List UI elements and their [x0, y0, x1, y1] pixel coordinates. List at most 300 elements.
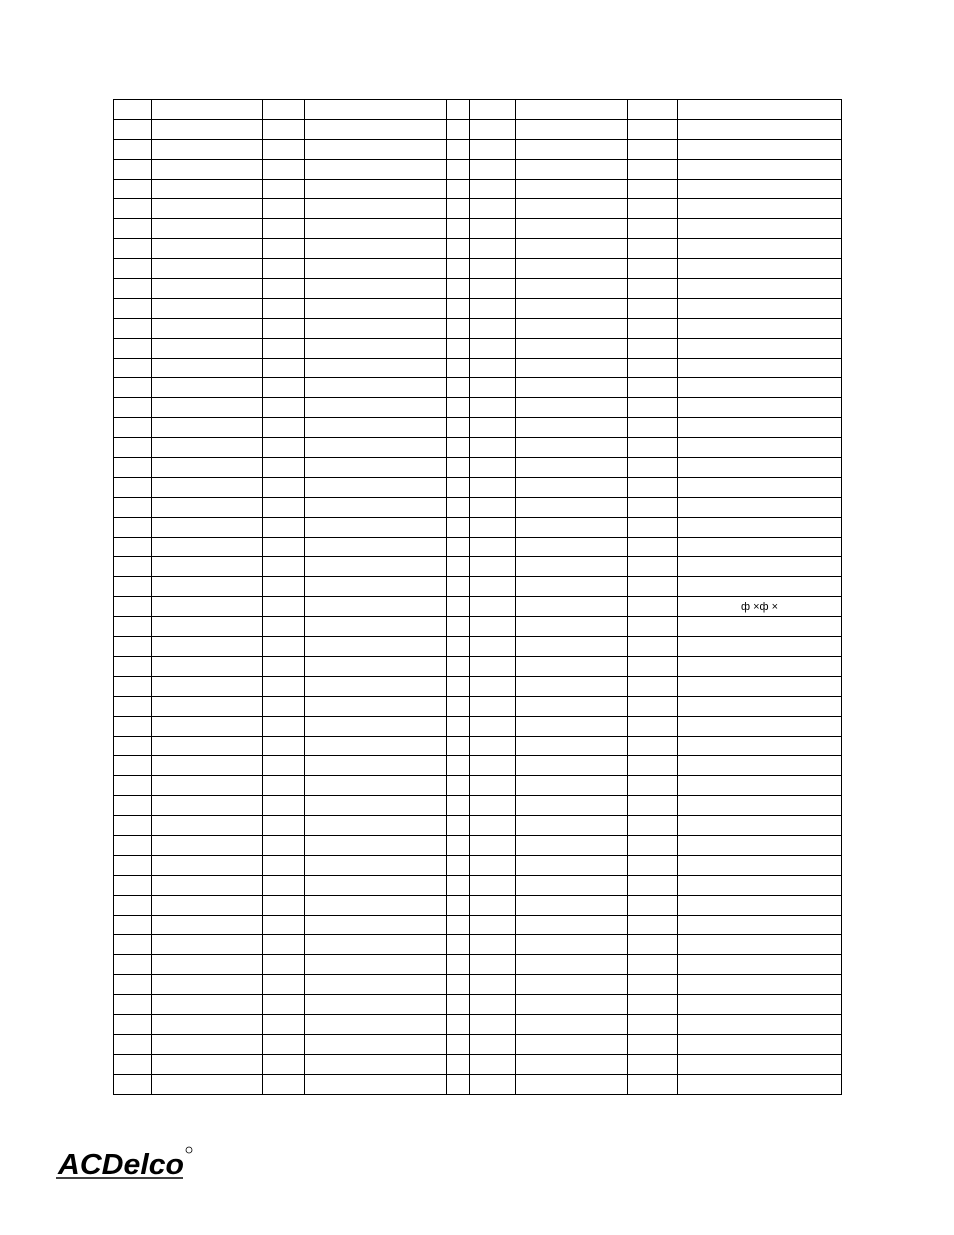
table-cell	[305, 716, 447, 736]
table-cell	[447, 458, 470, 478]
table-cell	[678, 736, 842, 756]
table-cell	[305, 259, 447, 279]
table-cell	[263, 398, 305, 418]
table-cell	[305, 517, 447, 537]
table-cell	[447, 418, 470, 438]
table-cell	[516, 537, 628, 557]
table-cell	[678, 298, 842, 318]
table-cell	[114, 497, 152, 517]
table-cell	[152, 358, 263, 378]
table-cell	[628, 1034, 678, 1054]
table-cell	[263, 637, 305, 657]
table-cell	[263, 1054, 305, 1074]
table-cell	[263, 378, 305, 398]
table-row	[114, 199, 842, 219]
table-cell	[114, 179, 152, 199]
table-cell	[305, 736, 447, 756]
table-cell	[678, 776, 842, 796]
table-cell	[470, 298, 516, 318]
table-row	[114, 835, 842, 855]
table-cell	[628, 279, 678, 299]
table-cell	[678, 219, 842, 239]
table-cell	[470, 517, 516, 537]
table-cell	[628, 1074, 678, 1094]
table-cell	[678, 975, 842, 995]
table-cell	[263, 676, 305, 696]
table-cell	[470, 696, 516, 716]
table-cell	[152, 517, 263, 537]
table-cell	[470, 279, 516, 299]
table-cell	[516, 557, 628, 577]
table-cell	[678, 656, 842, 676]
table-cell	[628, 895, 678, 915]
table-cell	[628, 477, 678, 497]
table-cell	[678, 716, 842, 736]
table-row	[114, 497, 842, 517]
table-cell	[516, 975, 628, 995]
table-cell	[447, 1054, 470, 1074]
table-cell	[263, 617, 305, 637]
table-cell	[114, 1054, 152, 1074]
table-cell	[470, 895, 516, 915]
table-cell	[516, 259, 628, 279]
table-cell	[263, 279, 305, 299]
table-cell	[114, 199, 152, 219]
table-cell	[305, 438, 447, 458]
table-row	[114, 696, 842, 716]
table-cell	[470, 776, 516, 796]
table-cell	[152, 179, 263, 199]
table-cell	[678, 119, 842, 139]
table-cell	[114, 159, 152, 179]
table-cell	[628, 637, 678, 657]
table-cell	[470, 855, 516, 875]
table-cell	[447, 239, 470, 259]
table-cell	[516, 318, 628, 338]
table-cell	[678, 855, 842, 875]
table-cell	[470, 816, 516, 836]
table-cell	[447, 756, 470, 776]
table-cell	[263, 955, 305, 975]
table-cell	[470, 637, 516, 657]
table-cell	[152, 279, 263, 299]
table-cell	[305, 418, 447, 438]
acdelco-logo	[55, 1145, 195, 1181]
table-cell	[628, 776, 678, 796]
table-cell	[263, 816, 305, 836]
table-cell	[516, 338, 628, 358]
table-cell	[628, 935, 678, 955]
table-cell	[447, 159, 470, 179]
table-cell	[305, 816, 447, 836]
table-cell	[678, 537, 842, 557]
table-cell	[447, 796, 470, 816]
table-row	[114, 517, 842, 537]
table-cell	[628, 676, 678, 696]
table-cell	[305, 1074, 447, 1094]
table-cell	[678, 835, 842, 855]
table-cell	[114, 656, 152, 676]
table-cell	[678, 338, 842, 358]
table-row	[114, 975, 842, 995]
table-cell	[516, 239, 628, 259]
table-cell	[516, 915, 628, 935]
table-cell	[305, 1014, 447, 1034]
table-cell	[678, 1054, 842, 1074]
table-row	[114, 1034, 842, 1054]
table-cell	[678, 816, 842, 836]
table-cell	[114, 637, 152, 657]
table-cell	[114, 1074, 152, 1094]
table-cell	[152, 298, 263, 318]
table-cell	[516, 597, 628, 617]
table-cell	[628, 378, 678, 398]
table-cell	[152, 776, 263, 796]
table-cell	[114, 1034, 152, 1054]
table-cell	[628, 497, 678, 517]
table-cell	[305, 855, 447, 875]
table-row	[114, 477, 842, 497]
table-cell	[516, 617, 628, 637]
table-cell	[628, 100, 678, 120]
table-cell	[628, 438, 678, 458]
table-cell	[678, 259, 842, 279]
table-cell	[470, 159, 516, 179]
table-cell	[678, 418, 842, 438]
logo-wordmark: ACDelco	[56, 1149, 184, 1181]
table-cell	[628, 239, 678, 259]
table-cell	[628, 338, 678, 358]
table-cell	[263, 557, 305, 577]
table-row	[114, 577, 842, 597]
table-cell	[678, 995, 842, 1015]
table-cell	[470, 577, 516, 597]
table-cell	[470, 1014, 516, 1034]
table-cell	[263, 776, 305, 796]
table-cell	[678, 915, 842, 935]
table-cell	[678, 637, 842, 657]
table-cell	[470, 915, 516, 935]
table-cell	[114, 577, 152, 597]
table-cell	[516, 637, 628, 657]
table-cell	[678, 239, 842, 259]
table-cell	[470, 1074, 516, 1094]
table-cell	[447, 259, 470, 279]
table-cell	[678, 935, 842, 955]
table-cell	[305, 199, 447, 219]
table-cell	[470, 955, 516, 975]
table-cell	[114, 398, 152, 418]
table-cell	[516, 875, 628, 895]
table-cell	[447, 975, 470, 995]
table-cell	[305, 139, 447, 159]
table-cell	[263, 497, 305, 517]
table-cell	[263, 298, 305, 318]
table-cell	[678, 279, 842, 299]
table-cell	[305, 1054, 447, 1074]
table-cell	[152, 1054, 263, 1074]
table-cell	[305, 955, 447, 975]
table-row	[114, 537, 842, 557]
table-cell	[305, 458, 447, 478]
table-cell	[516, 796, 628, 816]
table-cell	[628, 975, 678, 995]
table-cell	[114, 756, 152, 776]
table-cell	[263, 935, 305, 955]
table-cell	[152, 756, 263, 776]
table-row	[114, 398, 842, 418]
table-cell	[516, 656, 628, 676]
table-cell	[516, 477, 628, 497]
table-cell	[447, 338, 470, 358]
table-cell	[263, 1074, 305, 1094]
table-cell	[152, 1074, 263, 1094]
table-cell	[447, 835, 470, 855]
table-cell	[305, 239, 447, 259]
table-cell	[516, 696, 628, 716]
table-cell	[470, 219, 516, 239]
table-cell	[628, 318, 678, 338]
table-cell	[152, 318, 263, 338]
table-cell	[628, 537, 678, 557]
table-row	[114, 279, 842, 299]
table-cell	[678, 955, 842, 975]
table-cell	[516, 835, 628, 855]
table-cell	[470, 338, 516, 358]
table-cell	[152, 537, 263, 557]
table-cell	[470, 318, 516, 338]
table-cell	[470, 835, 516, 855]
table-cell	[305, 159, 447, 179]
table-cell	[152, 239, 263, 259]
table-row	[114, 597, 842, 617]
table-cell	[305, 537, 447, 557]
table-cell	[305, 298, 447, 318]
table-cell	[516, 577, 628, 597]
table-cell	[678, 179, 842, 199]
table-cell	[447, 955, 470, 975]
table-cell	[114, 955, 152, 975]
table-cell	[678, 318, 842, 338]
table-cell	[152, 895, 263, 915]
table-cell	[628, 597, 678, 617]
table-cell	[114, 139, 152, 159]
table-cell	[305, 378, 447, 398]
table-cell	[516, 418, 628, 438]
table-cell	[114, 517, 152, 537]
table-cell	[678, 796, 842, 816]
table-cell	[447, 557, 470, 577]
table-cell	[263, 736, 305, 756]
table-cell	[114, 617, 152, 637]
table-cell	[152, 199, 263, 219]
table-row	[114, 875, 842, 895]
table-cell	[305, 696, 447, 716]
table-cell	[263, 338, 305, 358]
table-cell	[470, 676, 516, 696]
table-cell	[516, 179, 628, 199]
table-cell	[447, 597, 470, 617]
table-cell	[114, 895, 152, 915]
table-cell	[305, 497, 447, 517]
table-cell	[447, 378, 470, 398]
table-cell	[628, 139, 678, 159]
table-cell	[263, 716, 305, 736]
table-cell	[516, 497, 628, 517]
table-cell	[305, 637, 447, 657]
table-cell	[152, 497, 263, 517]
table-cell	[628, 577, 678, 597]
table-cell	[263, 696, 305, 716]
table-cell	[678, 756, 842, 776]
table-cell	[678, 398, 842, 418]
table-cell	[305, 577, 447, 597]
table-cell	[447, 139, 470, 159]
table-row	[114, 358, 842, 378]
table-cell	[114, 239, 152, 259]
table-cell	[152, 119, 263, 139]
table-cell	[516, 776, 628, 796]
table-cell	[447, 398, 470, 418]
table-row	[114, 1054, 842, 1074]
table-cell	[628, 458, 678, 478]
table-cell	[152, 736, 263, 756]
table-cell	[628, 855, 678, 875]
table-cell	[152, 418, 263, 438]
table-row	[114, 139, 842, 159]
table-cell	[470, 1054, 516, 1074]
table-cell	[678, 676, 842, 696]
table-cell	[678, 199, 842, 219]
table-cell	[114, 259, 152, 279]
table-cell	[305, 119, 447, 139]
table-cell	[263, 458, 305, 478]
table-cell	[516, 279, 628, 299]
table-cell	[628, 557, 678, 577]
table-cell	[305, 338, 447, 358]
table-cell	[305, 358, 447, 378]
table-cell	[516, 816, 628, 836]
table-cell	[470, 358, 516, 378]
table-cell	[678, 1014, 842, 1034]
table-cell	[516, 378, 628, 398]
table-cell	[152, 995, 263, 1015]
table-cell	[447, 477, 470, 497]
table-cell	[263, 199, 305, 219]
table-cell	[305, 995, 447, 1015]
table-cell	[305, 219, 447, 239]
table-cell	[447, 219, 470, 239]
table-cell	[678, 497, 842, 517]
table-cell	[152, 975, 263, 995]
table-cell	[470, 239, 516, 259]
table-cell	[447, 279, 470, 299]
table-cell	[516, 756, 628, 776]
table-cell	[628, 418, 678, 438]
table-cell	[470, 537, 516, 557]
table-cell	[305, 895, 447, 915]
table-cell	[470, 995, 516, 1015]
table-cell	[516, 1074, 628, 1094]
table-cell	[152, 796, 263, 816]
table-cell	[114, 995, 152, 1015]
table-cell	[152, 557, 263, 577]
table-cell	[516, 458, 628, 478]
table-cell	[114, 358, 152, 378]
table-cell	[305, 597, 447, 617]
table-cell	[152, 676, 263, 696]
table-cell	[114, 835, 152, 855]
table-cell	[678, 477, 842, 497]
table-cell	[263, 975, 305, 995]
table-cell	[447, 617, 470, 637]
table-row	[114, 338, 842, 358]
table-row	[114, 736, 842, 756]
table-cell	[152, 935, 263, 955]
table-row	[114, 219, 842, 239]
table-cell	[263, 318, 305, 338]
table-cell	[447, 438, 470, 458]
table-cell	[516, 119, 628, 139]
table-cell	[305, 279, 447, 299]
table-cell	[152, 100, 263, 120]
table-cell	[470, 497, 516, 517]
table-cell	[678, 577, 842, 597]
table-cell	[628, 796, 678, 816]
table-cell	[447, 199, 470, 219]
table-cell	[152, 617, 263, 637]
table-row	[114, 656, 842, 676]
table-cell	[678, 1034, 842, 1054]
table-cell	[114, 557, 152, 577]
table-cell	[516, 438, 628, 458]
table-cell	[114, 875, 152, 895]
table-cell	[447, 736, 470, 756]
table-cell	[447, 855, 470, 875]
table-row	[114, 1074, 842, 1094]
table-cell	[263, 418, 305, 438]
table-row	[114, 915, 842, 935]
table-cell	[447, 676, 470, 696]
table-cell	[114, 736, 152, 756]
table-row	[114, 935, 842, 955]
table-cell	[516, 199, 628, 219]
table-cell	[516, 1034, 628, 1054]
table-cell	[628, 756, 678, 776]
table-cell	[447, 935, 470, 955]
table-cell	[447, 716, 470, 736]
table-cell	[628, 199, 678, 219]
table-cell	[114, 975, 152, 995]
table-cell	[152, 816, 263, 836]
table-cell	[678, 517, 842, 537]
table-cell	[516, 1014, 628, 1034]
table-cell	[516, 358, 628, 378]
table-cell	[516, 100, 628, 120]
table-cell	[447, 995, 470, 1015]
table-cell	[447, 298, 470, 318]
table-cell	[470, 736, 516, 756]
table-cell	[152, 577, 263, 597]
table-cell	[447, 895, 470, 915]
table-cell	[447, 100, 470, 120]
table-cell	[470, 796, 516, 816]
parts-table-body	[114, 100, 842, 1095]
table-cell	[114, 796, 152, 816]
table-cell	[114, 776, 152, 796]
table-row	[114, 955, 842, 975]
table-cell	[263, 517, 305, 537]
